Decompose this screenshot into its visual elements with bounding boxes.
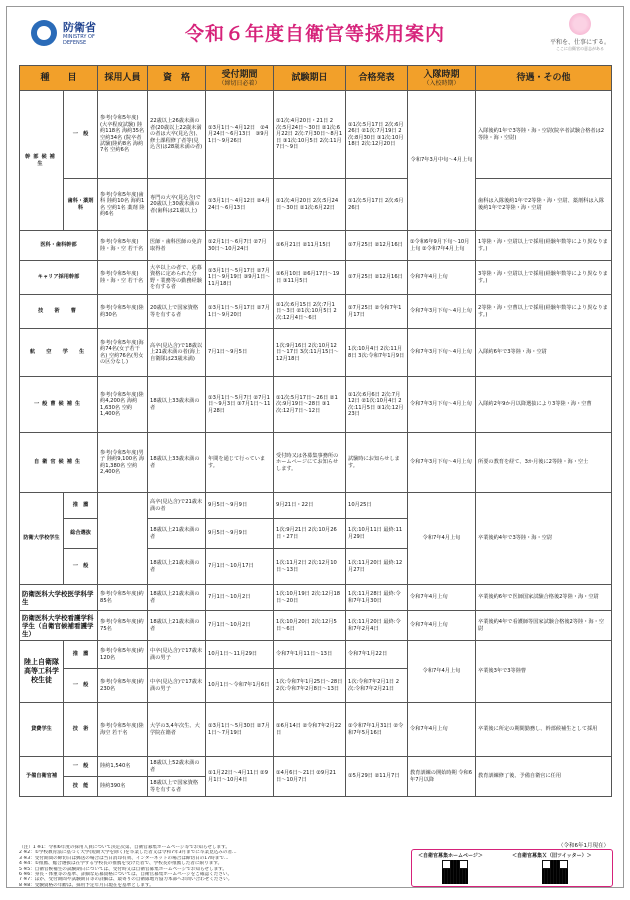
cell-result: 令和7年1月22日	[346, 641, 408, 669]
cell-qual: 大学の3,4年次生、大学院在籍者	[148, 703, 206, 757]
footnote: 3 ※3：受付期間の締切日は郵送の場合は当日消印有効、インターネットの場合は締切日の17時まで…	[19, 855, 229, 861]
cell-entry: ①令和6年9月下旬〜10月上旬 ②令和7年4月上旬	[408, 231, 476, 261]
cell-qual: 22歳以上26歳未満の者(20歳以上22歳未満の者は大卒(見込含)、修士課程修了者等(見込含)は28歳未満の者)	[148, 91, 206, 179]
col-entry	[408, 66, 476, 91]
cell-exam: ①6月10日 ②6月17日〜19日 ③11月5日	[274, 261, 346, 295]
cell-people: 参考(令和5年度)陸約4,200名 海約1,630名 空約1,400名	[98, 377, 148, 433]
col-entry-sub: （入校時期）	[423, 79, 460, 87]
row-subcategory: 一 般	[64, 549, 98, 585]
cell-result: 試験時にお知らせします。	[346, 433, 408, 493]
cell-qual: 18歳以上33歳未満の者	[148, 433, 206, 493]
cell-accept: 7月1日〜10月17日	[206, 549, 274, 585]
cell-qual: 高卒(見込含)で21歳未満の者	[148, 493, 206, 519]
cell-exam: 1次:9月16日 2次:10月12日〜17日 3次:11月15日〜12月18日	[274, 329, 346, 377]
table-header-row	[20, 66, 612, 91]
cell-other: 卒業後に所定の期間勤務し、幹部候補生として採用	[476, 703, 612, 757]
cell-accept: ①3月1日〜5月17日 ②7月1日〜9月20日	[206, 295, 274, 329]
cell-result: 1次:10月4日 2次:11月8日 3次:令和7年1月9日	[346, 329, 408, 377]
col-result: 合格発表	[346, 66, 408, 91]
cell-people: 陸約390名	[98, 777, 148, 797]
cell-other: 入隊約2年9か月以降選抜により3等陸・海・空曹	[476, 377, 612, 433]
cell-exam: 1次:10月20日 2次:12月5日〜6日	[274, 611, 346, 641]
table-row	[20, 91, 612, 179]
row-subcategory: 総合選抜	[64, 519, 98, 549]
cell-people: 参考(令和5年度)陸約30名	[98, 295, 148, 329]
col-accept-sub: （締切日必着）	[218, 79, 261, 87]
cell-exam: ①1次:4月20日・21日 2次:5月24日〜30日 ②1次:6月22日 2次:7月30日〜8月1日 ③1次:10月5日 2次:11月7日〜9日	[274, 91, 346, 179]
cell-other: 卒業後約4年で3等陸・海・空尉	[476, 493, 612, 585]
cell-exam: ①1次:4月20日 2次:5月24日〜30日 ②1次:6月22日	[274, 179, 346, 231]
cell-accept: ①3月1日〜4月12日 ②4月24日〜6月13日	[206, 179, 274, 231]
cell-result: ①7月25日 ②12月16日	[346, 231, 408, 261]
row-category: 航 空 学 生	[20, 329, 98, 377]
cell-accept: ①2月1日〜6月7日 ②7月30日〜10月24日	[206, 231, 274, 261]
cell-other: 所要の教育を経て、3か月後に2等陸・海・空士	[476, 433, 612, 493]
row-category: 貸費学生	[20, 703, 64, 757]
row-subcategory: 推 薦	[64, 493, 98, 519]
cell-result: 1次:令和7年2月1日 2次:令和7年2月21日	[346, 669, 408, 703]
qr-code-hp[interactable]	[442, 860, 468, 884]
qr-hp-label: ＜自衛官募集ホームページ＞	[418, 853, 483, 859]
cell-exam: ①1次:5月17日〜26日 ②1次:9月19日〜28日 ③1次:12月7日〜12日	[274, 377, 346, 433]
motto-subtext: ここに自衛官の意志がある	[556, 46, 604, 51]
cell-entry: 令和7年4月上旬	[408, 641, 476, 703]
cell-entry: 令和7年3月下旬〜4月上旬	[408, 377, 476, 433]
cell-exam: ①6月14日 ②令和7年2月22日	[274, 703, 346, 757]
footnote: 2 ※2：①学校教育法に基づく大学(短期大学を除く)を卒業した者又は令和7年3月までに卒業見込みの者…	[19, 850, 237, 856]
row-subcategory: 一 般	[64, 669, 98, 703]
cell-other: 入隊後約1年で3等陸・海・空尉(院卒者試験合格者は2等陸・海・空尉)	[476, 91, 612, 179]
row-category: 陸上自衛隊高等工科学校生徒	[20, 641, 64, 703]
table-row	[20, 493, 612, 519]
cell-exam: 9月21日・22日	[274, 493, 346, 519]
cell-qual: 18歳以上21歳未満の者	[148, 585, 206, 611]
cell-exam: 1次:令和7年1月25日〜28日 2次:令和7年2月8日〜13日	[274, 669, 346, 703]
footnote: 7 ※7：ほか、受付期間や試験期日等の詳細は、最寄りの自衛隊地方協力本部へお問い合わせください。	[19, 877, 233, 883]
row-category: 防衛大学校学生	[20, 493, 64, 585]
footnote: （注）1 ※1：令和6年度の採用人員について決定次第、自衛官募集ホームページ等でお知らせします。	[19, 845, 230, 850]
cell-people	[98, 493, 148, 585]
cell-other: 卒業後約6年で医師国家試験合格後2等陸・海・空尉	[476, 585, 612, 611]
cell-exam: 1次:10月19日 2次:12月18日〜20日	[274, 585, 346, 611]
cell-people: 参考(令和5年度)約85名	[98, 585, 148, 611]
cell-result: 1次:11月20日 最終:令和7年2月4日	[346, 611, 408, 641]
table-row	[20, 231, 612, 261]
motto-text: 平和を、仕事にする。	[549, 39, 610, 46]
motto-badge	[549, 13, 611, 57]
cell-qual: 18歳以上21歳未満の者	[148, 549, 206, 585]
table-row	[20, 377, 612, 433]
qr-code-x[interactable]	[542, 860, 568, 884]
cell-entry: 令和7年4月上旬	[408, 585, 476, 611]
cell-other: 卒業後約4年で看護師等国家試験合格後2等陸・海・空尉	[476, 611, 612, 641]
cell-exam: ①6月21日 ②11月15日	[274, 231, 346, 261]
col-other: 待遇・その他	[476, 66, 612, 91]
cell-accept: ①3月1日〜5月7日 ②7月1日〜9月3日 ③7月1日〜11月28日	[206, 377, 274, 433]
cell-qual: 18歳以上で国家資格等を有する者	[148, 777, 206, 797]
cell-result: ①1次:5月17日 2次:6月26日	[346, 179, 408, 231]
col-accept	[206, 66, 274, 91]
cell-exam: 1次:11月2日 2次:12月10日〜13日	[274, 549, 346, 585]
flower-icon	[569, 13, 591, 35]
recruitment-sheet	[6, 6, 624, 888]
cell-qual: 高卒(見込含)で18歳以上21歳未満の者(海上自衛隊は23歳未満)	[148, 329, 206, 377]
table-row	[20, 433, 612, 493]
cell-accept: 7月1日〜10月2日	[206, 585, 274, 611]
cell-qual: 18歳以上33歳未満の者	[148, 377, 206, 433]
row-category: 幹部候補生	[20, 91, 64, 231]
row-subcategory: 技 能	[64, 777, 98, 797]
cell-people: 参考(令和5年度)陸・海・空 若干名	[98, 261, 148, 295]
org-en: MINISTRY OF DEFENSE	[63, 34, 95, 46]
cell-people: 参考(令和5年度)陸・海・空 若干名	[98, 231, 148, 261]
row-category: キャリア採用幹部	[20, 261, 98, 295]
issue-date: （令和6年1月現在）	[558, 843, 609, 849]
col-entry-label: 入隊時期	[423, 69, 460, 80]
footnote: 6 ※6：身長・体重等の基準、詳細な応募資格については、自衛官募集ホームページをご確認ください。	[19, 872, 233, 878]
cell-people: 参考(令和5年度)(大卒程度試験) 陸約118名 海約35名 空約34名 (院卒者試験)陸約8名 海約7名 空約6名	[98, 91, 148, 179]
cell-people: 参考(令和5年度)海約74名(女子若干名) 空約76名(男女の区分なし)	[98, 329, 148, 377]
cell-accept: 7月1日〜10月2日	[206, 611, 274, 641]
cell-qual: 大卒以上の者で、応募資格に定められた分野・業務等の勤務経験を有する者	[148, 261, 206, 295]
cell-accept: ①1月22日〜4月11日 ②9月1日〜10月4日	[206, 757, 274, 797]
cell-exam: 1次:9月21日 2次:10月26日・27日	[274, 519, 346, 549]
cell-accept: 9月5日〜9月9日	[206, 519, 274, 549]
row-subcategory: 技 術	[64, 703, 98, 757]
table-row	[20, 757, 612, 777]
cell-people: 参考(令和5年度)約120名	[98, 641, 148, 669]
col-exam: 試験期日	[274, 66, 346, 91]
cell-exam: ①4月6日〜21日 ②9月21日〜10月7日	[274, 757, 346, 797]
cell-entry: 令和7年3月下旬〜4月上旬	[408, 433, 476, 493]
row-category: 技 術 曹	[20, 295, 98, 329]
cell-accept: 10月1日〜令和7年1月6日	[206, 669, 274, 703]
table-row	[20, 261, 612, 295]
cell-accept: 年間を通じて行っています。	[206, 433, 274, 493]
cell-result: 1次:11月28日 最終:令和7年1月30日	[346, 585, 408, 611]
cell-accept: ①3月1日〜5月17日 ②7月1日〜9月19日 ③9月1日〜11月18日	[206, 261, 274, 295]
row-subcategory: 推 薦	[64, 641, 98, 669]
col-type: 種 目	[20, 66, 98, 91]
cell-people: 参考(令和5年度)陸海空 若干名	[98, 703, 148, 757]
table-row	[20, 611, 612, 641]
footnotes	[19, 845, 407, 888]
cell-people: 参考(令和5年度)約230名	[98, 669, 148, 703]
cell-entry: 令和7年4月上旬	[408, 261, 476, 295]
cell-entry: 令和7年3月下旬〜4月上旬	[408, 295, 476, 329]
cell-exam: ①1次:6月15日 2次:7月1日〜3日 ②1次:10月5日 2次:12月4日〜6日	[274, 295, 346, 329]
cell-result: 1次:11月20日 最終:12月27日	[346, 549, 408, 585]
cell-result: ①1次:5月17日 2次:6月26日 ②1次:7月19日 2次:8月30日 ③1次:10月18日 2次:12月20日	[346, 91, 408, 179]
table-row	[20, 295, 612, 329]
cell-result: 1次:10月11日 最終:11月29日	[346, 519, 408, 549]
cell-result: ①7月25日 ②12月16日	[346, 261, 408, 295]
footnote: 5 ※5：自衛官候補生の試験期日については、受付時又は自衛官募集ホームページでお知らせします。	[19, 866, 228, 872]
cell-other: 入隊約6年で3等陸・海・空尉	[476, 329, 612, 377]
cell-entry: 令和7年3月中旬〜4月上旬	[408, 91, 476, 231]
cell-accept: 10月1日〜11月29日	[206, 641, 274, 669]
page-title: 令和６年度自衛官等採用案内	[184, 23, 445, 45]
cell-result: ①7月25日 ②令和7年1月17日	[346, 295, 408, 329]
org-jp: 防衛省	[63, 21, 96, 34]
cell-exam: 令和7年1月11日〜13日	[274, 641, 346, 669]
footnote: 4 ※4：①推薦、総合選抜は在学する学校長の推薦を受けた者で、学校長が推薦した者に限ります。	[19, 861, 223, 867]
cell-people: 参考(令和5年度)約75名	[98, 611, 148, 641]
row-category: 医科・歯科幹部	[20, 231, 98, 261]
cell-result: ①1次:6月6日 2次:7月12日 ②1次:10月4日 2次:11月5日 ③1次:12月23日	[346, 377, 408, 433]
row-subcategory: 一 般	[64, 757, 98, 777]
cell-other: 2等陸・海・空曹以上で採用(経験年数等により異なります。)	[476, 295, 612, 329]
col-people: 採用人員	[98, 66, 148, 91]
cell-qual: 18歳以上21歳未満の者	[148, 611, 206, 641]
cell-entry: 令和7年4月上旬	[408, 611, 476, 641]
cell-accept: ①3月1日〜5月30日 ②7月1日〜7月19日	[206, 703, 274, 757]
footnote: 8 ※8：受験資格の年齢は、採用予定年月日現在を基準とします。	[19, 882, 154, 888]
row-category: 自衛官候補生	[20, 433, 98, 493]
qr-panel	[411, 849, 613, 887]
cell-people: 参考(令和5年度)男子 陸約9,100名 海約1,380名 空約2,400名	[98, 433, 148, 493]
header	[7, 7, 623, 59]
cell-people: 参考(令和5年度)歯科 陸約10名 海約1名 空約1名 薬剤 陸約6名	[98, 179, 148, 231]
cell-accept: ①3月1日〜4月12日 ②4月24日〜6月13日 ③9月1日〜9月26日	[206, 91, 274, 179]
cell-qual: 18歳以上21歳未満の者	[148, 519, 206, 549]
cell-entry: 令和7年4月上旬	[408, 493, 476, 585]
cell-result: 10月25日	[346, 493, 408, 519]
table-row	[20, 641, 612, 669]
cell-other: 1等陸・海・空尉以上で採用(経験年数等により異なります。)	[476, 231, 612, 261]
cell-entry: 令和7年3月下旬〜4月上旬	[408, 329, 476, 377]
cell-other: 卒業後3年で3等陸曹	[476, 641, 612, 703]
row-category: 予備自衛官補	[20, 757, 64, 797]
cell-qual: 中卒(見込含)で17歳未満の男子	[148, 641, 206, 669]
cell-entry: 令和7年4月上旬	[408, 703, 476, 757]
qr-x-label[interactable]: ＜自衛官募集Ｘ（旧ツイッター）＞	[512, 853, 592, 859]
cell-qual: 中卒(見込含)で17歳未満の男子	[148, 669, 206, 703]
cell-other: 3等陸・海・空尉以上で採用(経験年数等により異なります。)	[476, 261, 612, 295]
cell-accept: 7月1日〜9月5日	[206, 329, 274, 377]
cell-other: 教育訓練修了後、予備自衛官に任用	[476, 757, 612, 797]
row-category: 防衛医科大学校医学科学生	[20, 585, 98, 611]
cell-qual: 18歳以上52歳未満の者	[148, 757, 206, 777]
table-row	[20, 179, 612, 231]
row-subcategory: 歯科・薬剤科	[64, 179, 98, 231]
table-row	[20, 329, 612, 377]
row-subcategory: 一 般	[64, 91, 98, 179]
cell-exam: 受付時又は各募集事務所のホームページにてお知らせします。	[274, 433, 346, 493]
cell-qual: 20歳以上で国家資格等を有する者	[148, 295, 206, 329]
cell-result: ①5月29日 ②11月7日	[346, 757, 408, 797]
cell-people: 陸約1,540名	[98, 757, 148, 777]
cell-other: 歯科は入隊後約1年で2等陸・海・空尉、薬剤科は入隊後約1年で2等陸・海・空尉	[476, 179, 612, 231]
cell-entry: 教育訓練の開始時期 令和6年7月以降	[408, 757, 476, 797]
cell-qual: 専門の大卒(見込含)で20歳以上30歳未満の者(歯科は21歳以上)	[148, 179, 206, 231]
row-category: 防衛医科大学校看護学科学生（自衛官候補看護学生）	[20, 611, 98, 641]
recruitment-table	[19, 65, 612, 797]
cell-accept: 9月5日〜9月9日	[206, 493, 274, 519]
row-category: 一般曹候補生	[20, 377, 98, 433]
cell-qual: 医師・歯科医師の免許取得者	[148, 231, 206, 261]
col-qual: 資 格	[148, 66, 206, 91]
table-row	[20, 585, 612, 611]
col-accept-label: 受付期間	[221, 69, 258, 80]
table-row	[20, 703, 612, 757]
cell-result: ①令和7年1月31日 ②令和7年5月16日	[346, 703, 408, 757]
